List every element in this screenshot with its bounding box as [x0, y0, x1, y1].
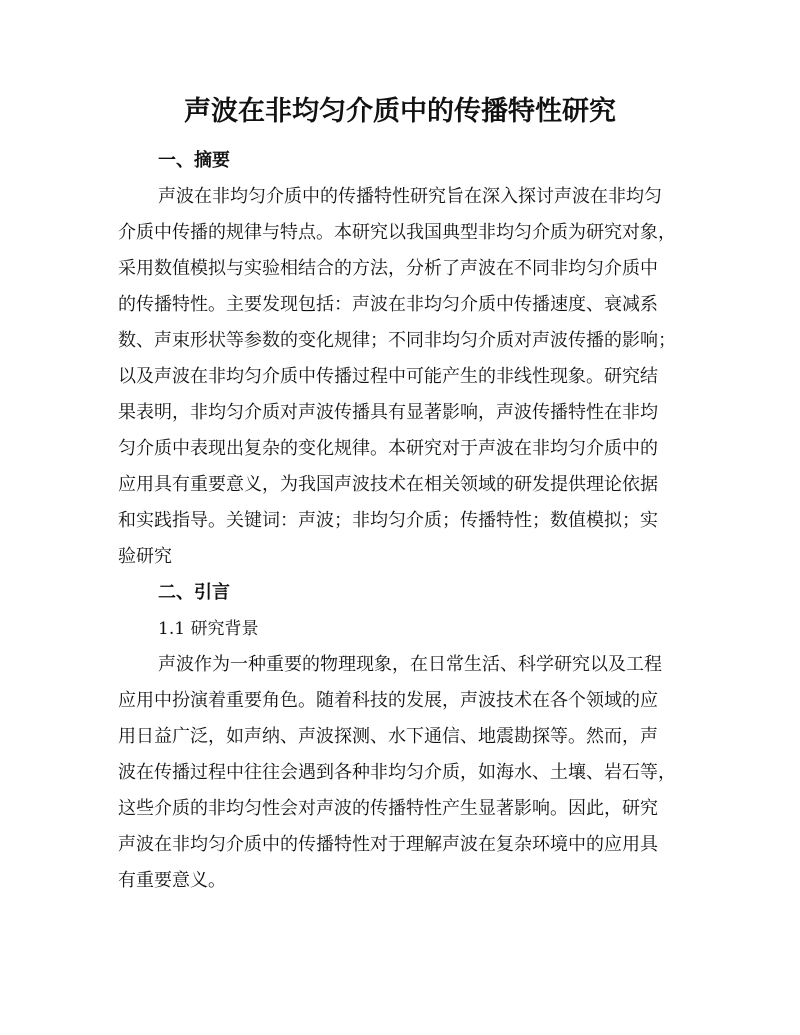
abstract-line: 以及声波在非均匀介质中传播过程中可能产生的非线性现象。研究结: [118, 366, 658, 387]
document-title: 声波在非均匀介质中的传播特性研究: [184, 96, 616, 127]
background-line: 声波作为一种重要的物理现象，在日常生活、科学研究以及工程: [158, 654, 662, 675]
abstract-line: 验研究: [118, 546, 172, 567]
section-heading-introduction: 二、引言: [158, 582, 230, 603]
background-line: 用日益广泛，如声纳、声波探测、水下通信、地震勘探等。然而，声: [118, 726, 658, 747]
abstract-line: 和实践指导。关键词：声波；非均匀介质；传播特性；数值模拟；实: [118, 510, 658, 531]
abstract-line: 应用具有重要意义，为我国声波技术在相关领域的研发提供理论依据: [118, 474, 658, 495]
abstract-line: 采用数值模拟与实验相结合的方法，分析了声波在不同非均匀介质中: [118, 258, 658, 279]
background-line: 波在传播过程中往往会遇到各种非均匀介质，如海水、土壤、岩石等，: [118, 762, 676, 783]
background-line: 这些介质的非均匀性会对声波的传播特性产生显著影响。因此，研究: [118, 798, 658, 819]
background-line: 应用中扮演着重要角色。随着科技的发展，声波技术在各个领域的应: [118, 690, 658, 711]
section-heading-abstract: 一、摘要: [158, 150, 230, 171]
abstract-line: 的传播特性。主要发现包括：声波在非均匀介质中传播速度、衰减系: [118, 294, 658, 315]
abstract-line: 匀介质中表现出复杂的变化规律。本研究对于声波在非均匀介质中的: [118, 438, 658, 459]
abstract-line: 声波在非均匀介质中的传播特性研究旨在深入探讨声波在非均匀: [158, 186, 662, 207]
abstract-line: 介质中传播的规律与特点。本研究以我国典型非均匀介质为研究对象，: [118, 222, 676, 243]
abstract-line: 果表明，非均匀介质对声波传播具有显著影响，声波传播特性在非均: [118, 402, 658, 423]
background-line: 有重要意义。: [118, 870, 226, 891]
abstract-line: 数、声束形状等参数的变化规律；不同非均匀介质对声波传播的影响；: [118, 330, 676, 351]
subsection-heading-background: 1.1 研究背景: [158, 619, 259, 639]
background-line: 声波在非均匀介质中的传播特性对于理解声波在复杂环境中的应用具: [118, 834, 658, 855]
